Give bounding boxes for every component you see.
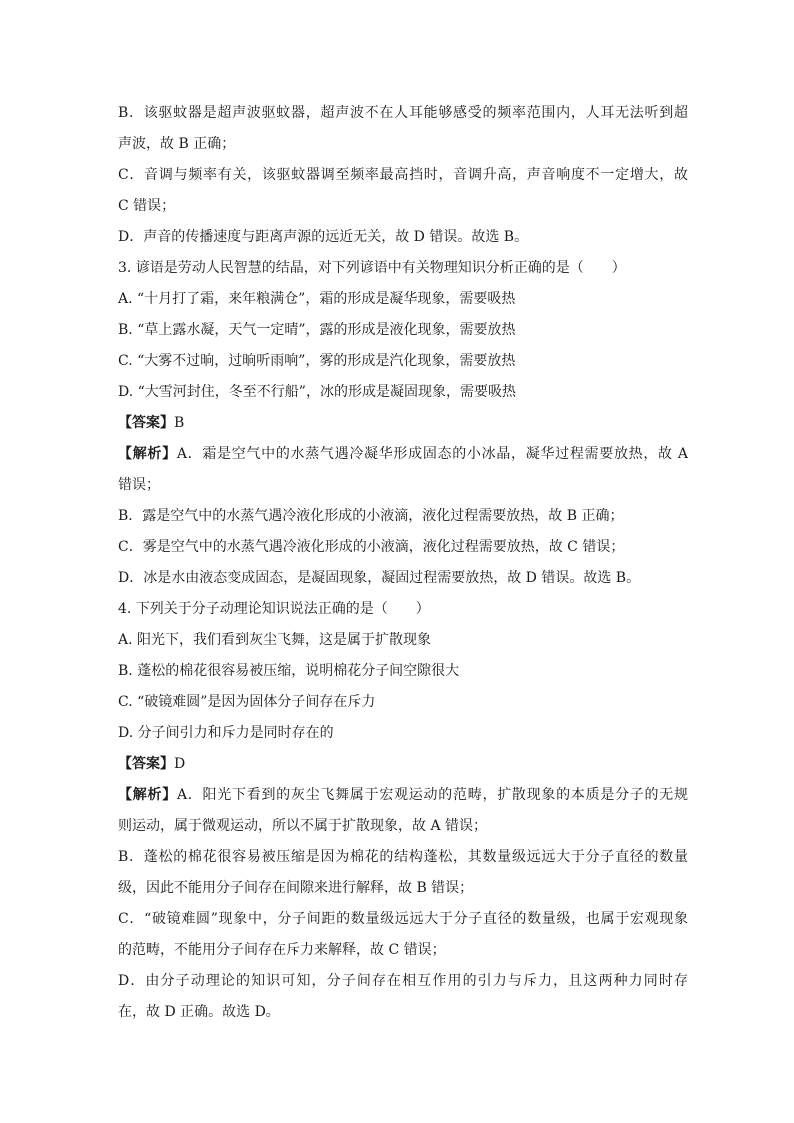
text-line: C．雾是空气中的水蒸气遇冷液化形成的小液滴，液化过程需要放热，故 C 错误； bbox=[118, 539, 625, 555]
text-line: D．声音的传播速度与距离声源的远近无关，故 D 错误。故选 B。 bbox=[118, 229, 529, 245]
answer-value: D bbox=[174, 756, 186, 772]
question-4-stem: 4. 下列关于分子动理论知识说法正确的是（ ） bbox=[118, 601, 430, 617]
text-line: B．蓬松的棉花很容易被压缩是因为棉花的结构蓬松，其数量级远远大于分子直径的数量 bbox=[118, 849, 688, 865]
text-line: B．该驱蚊器是超声波驱蚊器，超声波不在人耳能够感受的频率范围内，人耳无法听到超 bbox=[118, 105, 688, 121]
question-4-option-c: C. “破镜难圆”是因为固体分子间存在斥力 bbox=[118, 694, 376, 710]
answer-value: B bbox=[174, 415, 185, 431]
answer-tag: 【答案】 bbox=[118, 415, 174, 431]
text-line: 则运动，属于微观运动，所以不属于扩散现象，故 A 错误； bbox=[118, 818, 488, 834]
question-4-option-d: D. 分子间引力和斥力是同时存在的 bbox=[118, 725, 334, 741]
question-4-option-b: B. 蓬松的棉花很容易被压缩，说明棉花分子间空隙很大 bbox=[118, 663, 460, 679]
text-line: B．露是空气中的水蒸气遇冷液化形成的小液滴，液化过程需要放热，故 B 正确； bbox=[118, 508, 624, 524]
question-3-analysis bbox=[118, 444, 688, 464]
question-3-option-d: D. “大雪河封住，冬至不行船”，冰的形成是凝固现象，需要吸热 bbox=[118, 384, 516, 400]
analysis-text: A．霜是空气中的水蒸气遇冷凝华形成固态的小冰晶，凝华过程需要放热，故 A bbox=[176, 446, 688, 462]
question-3-stem: 3. 谚语是劳动人民智慧的结晶，对下列谚语中有关物理知识分析正确的是（ ） bbox=[118, 260, 626, 276]
question-3-answer bbox=[118, 413, 688, 433]
text-line: 在，故 D 正确。故选 D。 bbox=[118, 1004, 280, 1020]
answer-tag: 【答案】 bbox=[118, 756, 174, 772]
question-3-option-b: B. “草上露水凝，天气一定晴”，露的形成是液化现象，需要放热 bbox=[118, 322, 516, 338]
analysis-text: A．阳光下看到的灰尘飞舞属于宏观运动的范畴，扩散现象的本质是分子的无规 bbox=[176, 787, 688, 803]
question-4-answer bbox=[118, 754, 688, 774]
text-line: C 错误； bbox=[118, 198, 176, 214]
question-3-option-a: A. “十月打了霜，来年粮满仓”，霜的形成是凝华现象，需要吸热 bbox=[118, 291, 516, 307]
analysis-tag: 【解析】 bbox=[118, 787, 177, 803]
question-4-analysis bbox=[118, 785, 688, 805]
text-line: 错误； bbox=[118, 477, 160, 493]
text-line: 的范畴，不能用分子间存在斥力来解释，故 C 错误； bbox=[118, 942, 446, 958]
analysis-tag: 【解析】 bbox=[118, 446, 177, 462]
text-line: 声波，故 B 正确； bbox=[118, 136, 236, 152]
question-4-option-a: A. 阳光下，我们看到灰尘飞舞，这是属于扩散现象 bbox=[118, 632, 432, 648]
text-line: 级，因此不能用分子间存在间隙来进行解释，故 B 错误； bbox=[118, 880, 474, 896]
text-line: C．音调与频率有关，该驱蚊器调至频率最高挡时，音调升高，声音响度不一定增大，故 bbox=[118, 167, 688, 183]
text-line: D．冰是水由液态变成固态，是凝固现象，凝固过程需要放热，故 D 错误。故选 B。 bbox=[118, 570, 641, 586]
text-line: D．由分子动理论的知识可知，分子间存在相互作用的引力与斥力，且这两种力同时存 bbox=[118, 973, 688, 989]
text-line: C．“破镜难圆”现象中，分子间距的数量级远远大于分子直径的数量级，也属于宏观现象 bbox=[118, 911, 688, 927]
question-3-option-c: C. “大雾不过晌，过晌听雨响”，雾的形成是汽化现象，需要放热 bbox=[118, 353, 516, 369]
